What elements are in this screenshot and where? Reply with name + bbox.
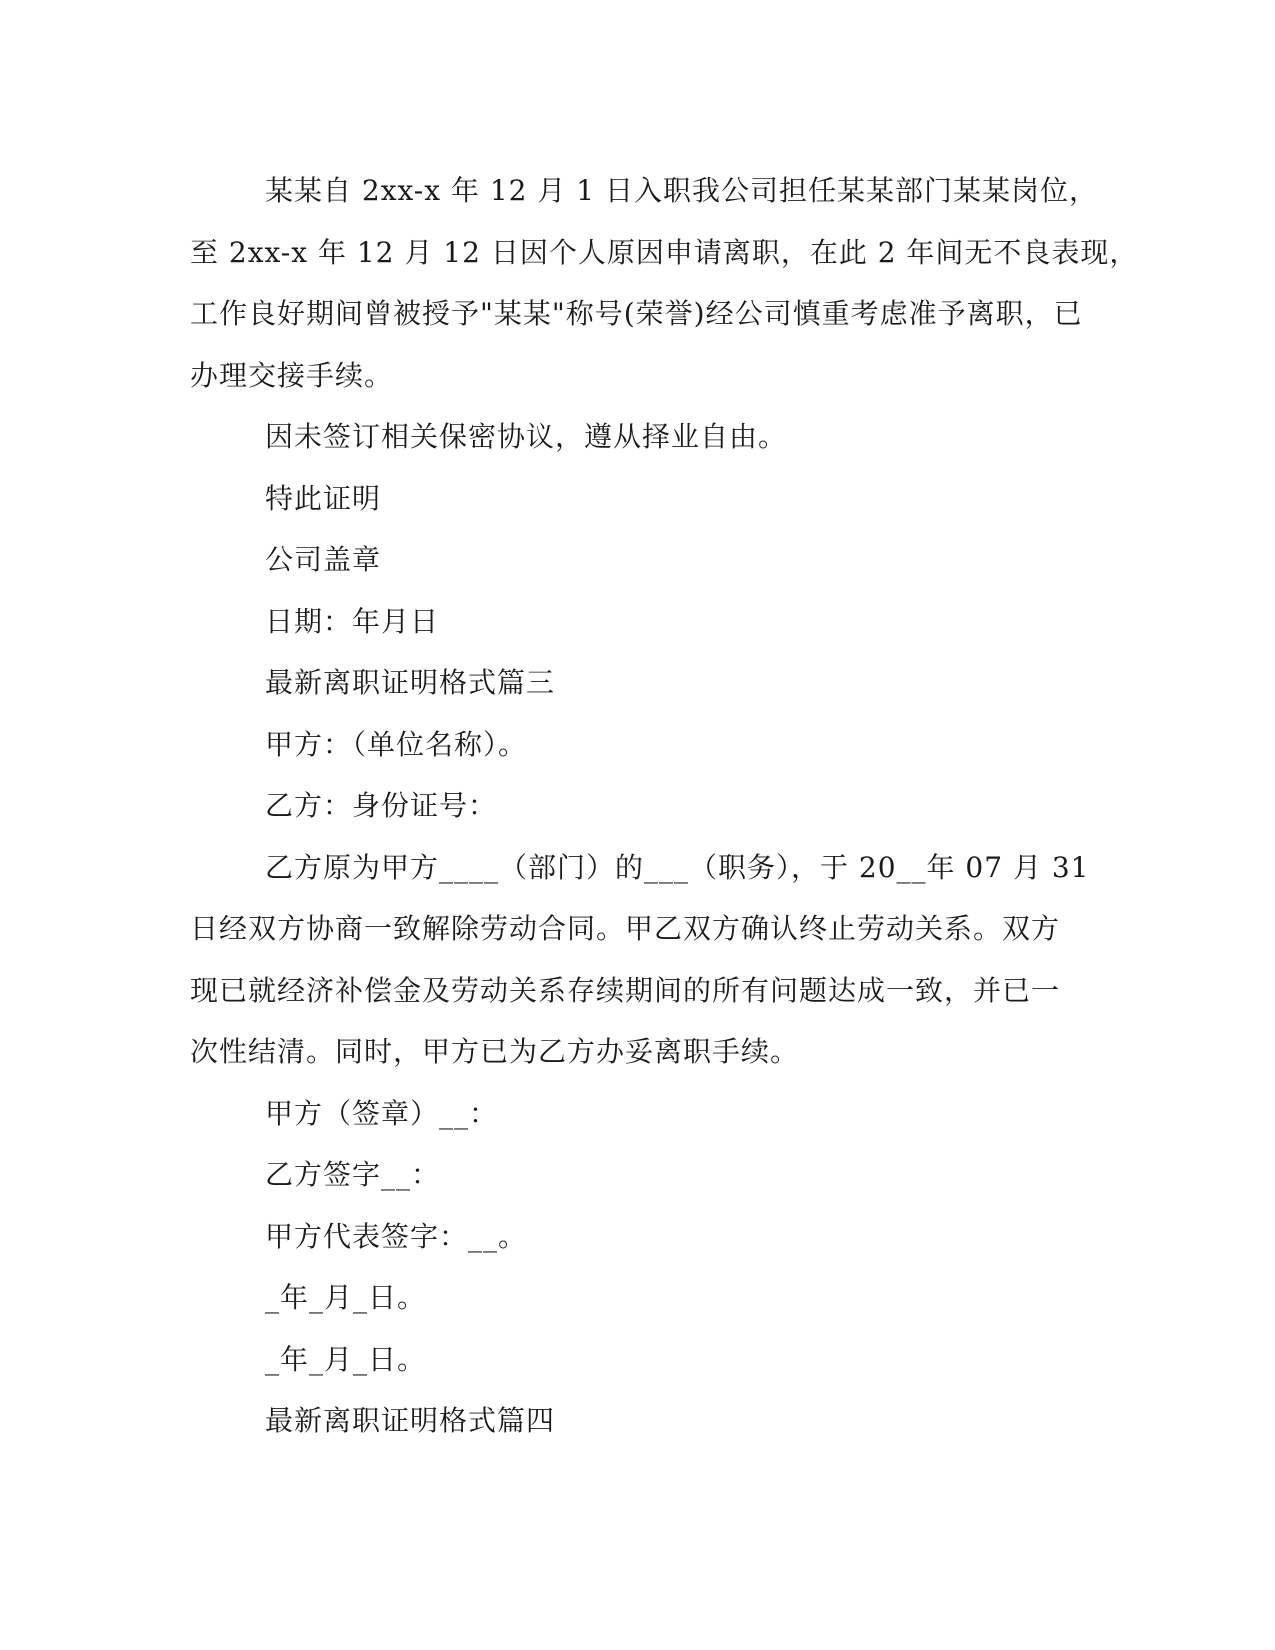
party-b-sign-line: 乙方签字__： — [265, 1158, 441, 1191]
paragraph-1-line-1: 某某自 2xx-x 年 12 月 1 日入职我公司担任某某部门某某岗位， — [265, 174, 1099, 207]
party-a-seal-line: 甲方（签章）__： — [265, 1096, 499, 1130]
section-heading-3: 最新离职证明格式篇三 — [265, 666, 556, 699]
paragraph-1-line-4: 办理交接手续。 — [190, 358, 394, 392]
paragraph-2-line-2: 日经双方协商一致解除劳动合同。甲乙双方确认终止劳动关系。双方 — [190, 912, 1061, 945]
document-body — [190, 160, 1139, 1452]
company-seal-text: 公司盖章 — [265, 543, 382, 576]
paragraph-2-line-4: 次性结清。同时，甲方已为乙方办妥离职手续。 — [190, 1035, 800, 1068]
paragraph-2-line-1: 乙方原为甲方____（部门）的___（职务），于 20__年 07 月 31 — [265, 850, 1090, 884]
party-b-line: 乙方：身份证号： — [265, 789, 498, 822]
party-a-rep-sign-line: 甲方代表签字：__。 — [265, 1219, 528, 1253]
date-blank-line-2: _年_月_日。 — [265, 1342, 427, 1376]
date-line: 日期：年月日 — [265, 604, 440, 638]
section-heading-4: 最新离职证明格式篇四 — [265, 1404, 556, 1437]
date-blank-line-1: _年_月_日。 — [265, 1281, 427, 1314]
confidentiality-text: 因未签订相关保密协议，遵从择业自由。 — [265, 420, 788, 453]
paragraph-1-line-2: 至 2xx-x 年 12 月 12 日因个人原因申请离职，在此 2 年间无不良表现， — [190, 235, 1139, 269]
paragraph-1-line-3: 工作良好期间曾被授予"某某"称号(荣誉)经公司慎重考虑准予离职，已 — [190, 297, 1083, 330]
certify-text: 特此证明 — [265, 481, 382, 515]
party-a-line: 甲方：（单位名称）。 — [265, 727, 528, 761]
paragraph-2-line-3: 现已就经济补偿金及劳动关系存续期间的所有问题达成一致，并已一 — [190, 973, 1061, 1007]
